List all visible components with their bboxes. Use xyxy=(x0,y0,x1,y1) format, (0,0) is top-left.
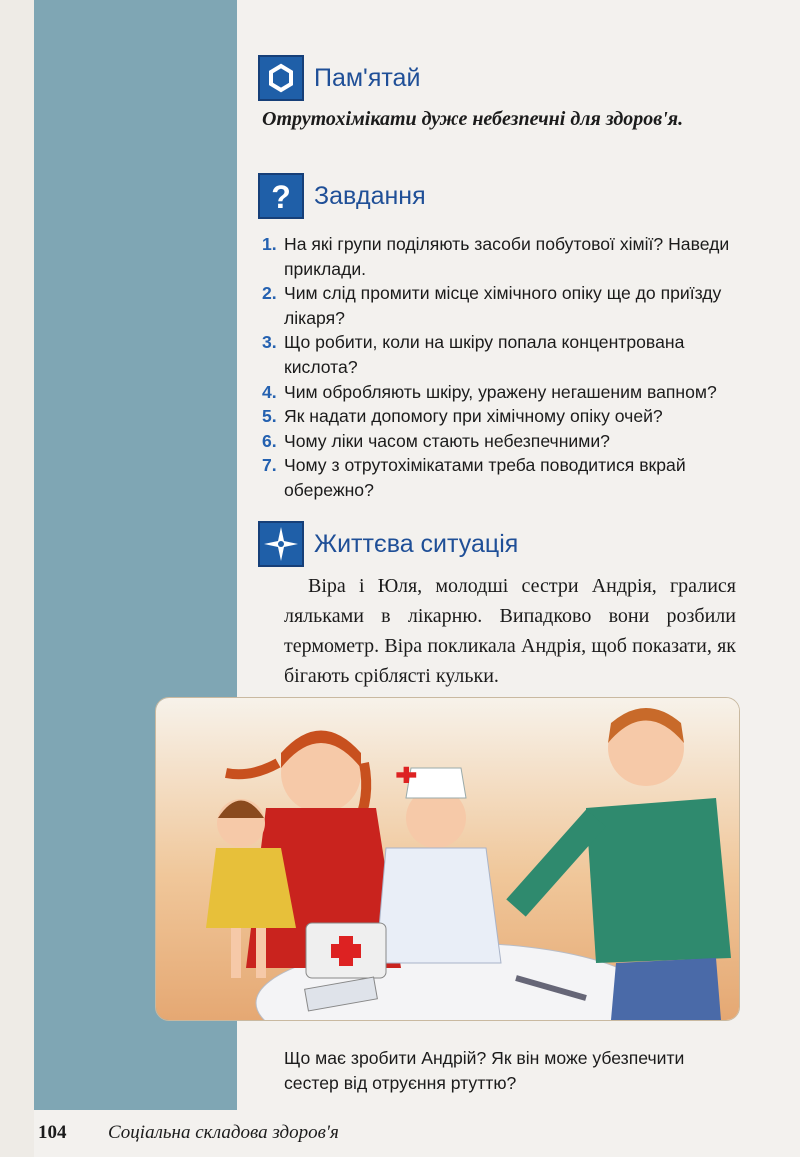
task-item: 5. Як надати допомогу при хімічному опіку очей? xyxy=(262,406,663,427)
task-item: 4. Чим обробляють шкіру, уражену негашеним вапном? xyxy=(262,381,717,402)
memo-section-heading xyxy=(258,55,420,101)
footer-section-title: Соціальна складова здоров'я xyxy=(108,1122,339,1143)
page-left-margin xyxy=(0,0,34,1157)
memo-heading: Пам'ятай xyxy=(314,63,421,92)
compass-star-icon xyxy=(258,521,304,567)
question-mark-icon xyxy=(258,173,304,219)
tasks-list xyxy=(262,232,740,503)
situation-section-heading xyxy=(258,521,518,567)
situation-text: Віра і Юля, молодші сестри Андрія, гралися ляльками в лікарню. Випадково вони розбили термометр. Віра покликала Андрія, щоб показати, як бігають сріблясті кульки. xyxy=(284,575,736,687)
task-item: 3. Що робити, коли на шкіру попала концентрована кислота? xyxy=(262,332,685,377)
situation-question: Що має зробити Андрій? Як він може убезпечити сестер від отруєння ртуттю? xyxy=(284,1048,685,1093)
illustration-children-playing-hospital xyxy=(155,697,740,1021)
task-item: 7. Чому з отрутохімікатами треба поводитися вкрай обережно? xyxy=(262,455,686,500)
task-item: 2. Чим слід промити місце хімічного опіку ще до приїзду лікаря? xyxy=(262,283,722,328)
svg-text:?: ? xyxy=(271,179,291,215)
task-item: 1. На які групи поділяють засоби побутової хімії? Наведи приклади. xyxy=(262,234,730,279)
hexagon-icon xyxy=(258,55,304,101)
memo-text: Отрутохімікати дуже небезпечні для здоров'я. xyxy=(262,108,684,130)
page-number: 104 xyxy=(38,1122,67,1143)
situation-heading: Життєва ситуація xyxy=(314,529,519,558)
first-aid-kit xyxy=(306,923,386,978)
tasks-section-heading xyxy=(258,173,426,219)
task-item: 6. Чому ліки часом стають небезпечними? xyxy=(262,430,610,451)
tasks-heading: Завдання xyxy=(314,181,426,210)
